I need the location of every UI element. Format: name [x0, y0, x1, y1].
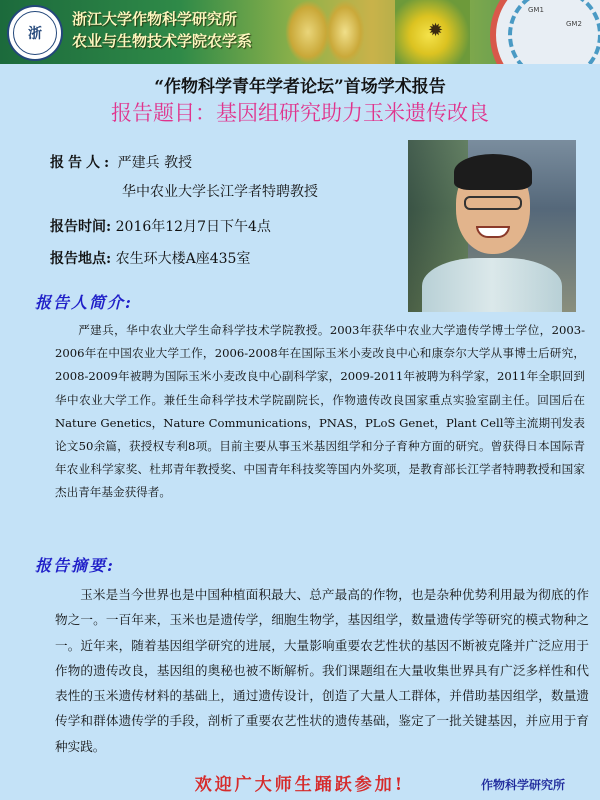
time-row	[50, 216, 271, 236]
report-topic: 报告题目：基因组研究助力玉米遗传改良	[111, 101, 489, 125]
speaker-affiliation: 华中农业大学长江学者特聘教授	[122, 184, 318, 200]
forum-title: “作物科学青年学者论坛”首场学术报告	[154, 77, 446, 97]
organizer-name: 作物科学研究所	[481, 778, 566, 792]
abstract-text: 玉米是当今世界也是中国种植面积最大、总产最高的作物，也是杂种优势利用最为彻底的作物之一。一百年来，玉米也是遗传学，细胞生物学，基因组学，数量遗传学等研究的模式物种之一。近年来，随着基因组学研究的进展，大量影响重要农艺性状的基因不断被克隆并广泛应用于作物的遗传改良，基因组的奥秘也被不断解析。我们课题组在大量收集世界具有广泛多样性和代表性的玉米遗传材料的基础上，通过遗传设计，创造了大量人工群体，并借助基因组学，数量遗传学和群体遗传学的手段，剖析了重要农艺性状的遗传基础，鉴定了一批关键基因，并应用于育种实践。	[55, 587, 589, 754]
rice-grain-image	[325, 0, 365, 64]
location-label: 报告地点:	[50, 251, 112, 267]
bio-heading: 报告人简介:	[35, 293, 133, 312]
genome-label: GM1	[528, 6, 544, 14]
bio-text: 严建兵，华中农业大学生命科学技术学院教授。2003年获华中农业大学遗传学博士学位，2003-2006年在中国农业大学工作，2006-2008年在国际玉米小麦改良中心和康奈尔大学从事博士后研究，2008-2009年被聘为国际玉米小麦改良中心副科学家，2009-2011年被聘为科学家，2011年全职回到华中农业大学工作。兼任生命科学技术学院副院长，作物遗传改良国家重点实验室副主任。回国后在Nature Genetics，Nature Communications，PNAS，PLoS Genet，Plant Cell等主流期刊发表论文50余篇，获授权专利8项。目前主要从事玉米基因组学和分子育种方面的研究。曾获得日本国际青年农业科学家奖、杜邦青年教授奖、中国青年科技奖等国内外奖项，是教育部长江学者特聘教授和国家杰出青年基金获得者。	[55, 323, 585, 500]
department-name: 农业与生物技术学院农学系	[72, 32, 253, 50]
genome-label: GM2	[566, 20, 582, 28]
header-banner	[0, 0, 600, 64]
bee-icon: ✹	[428, 20, 444, 41]
speaker-name: 严建兵 教授	[117, 155, 193, 171]
speaker-photo	[408, 140, 576, 312]
location-row	[50, 248, 250, 268]
time-label: 报告时间:	[50, 219, 112, 235]
location-value: 农生环大楼A座435室	[115, 251, 251, 267]
speaker-row	[50, 152, 192, 172]
genome-circle-inner-ring	[508, 0, 600, 64]
time-value: 2016年12月7日下午4点	[115, 219, 271, 235]
university-logo: 浙	[7, 5, 63, 61]
institute-name: 浙江大学作物科学研究所	[72, 10, 238, 28]
institute-title	[72, 8, 252, 52]
abstract-heading: 报告摘要:	[35, 556, 115, 575]
speaker-label: 报告人:	[50, 155, 114, 171]
welcome-message: 欢迎广大师生踊跃参加!	[194, 775, 406, 795]
